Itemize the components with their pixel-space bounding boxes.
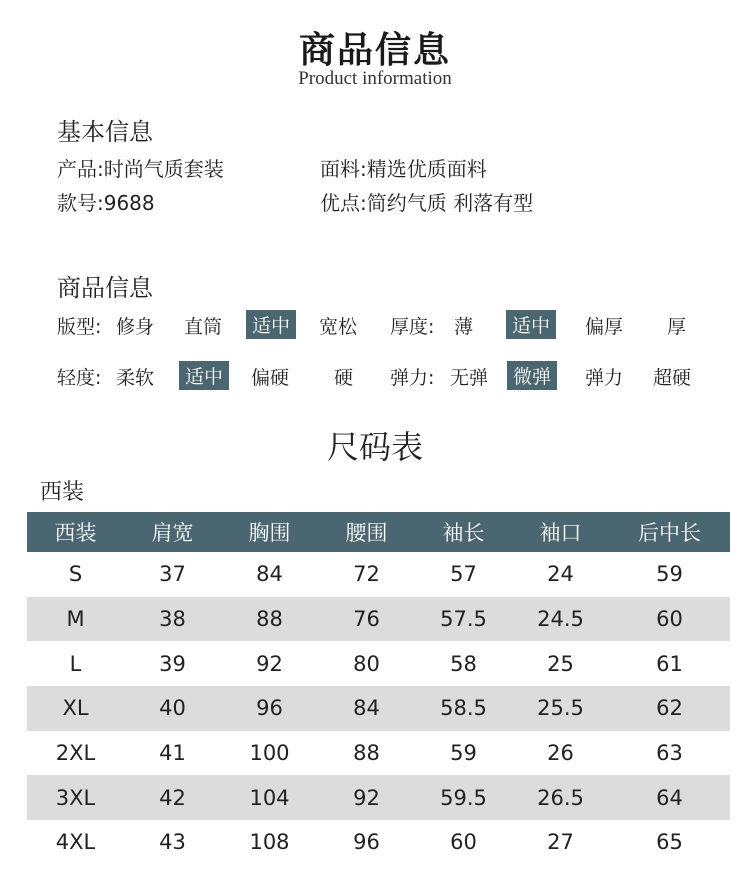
table-cell: XL xyxy=(27,686,124,731)
table-cell: 42 xyxy=(124,775,221,820)
table-cell: 59 xyxy=(450,741,477,766)
softness-option: 硬 xyxy=(334,367,354,389)
fit-option-selected: 适中 xyxy=(246,310,296,339)
table-cell: 84 xyxy=(256,562,283,587)
size-chart-title: 尺码表 xyxy=(326,428,423,466)
thickness-option: 厚 xyxy=(667,316,687,338)
table-cell: 4XL xyxy=(55,830,96,855)
product-name: 产品:时尚气质套装 xyxy=(57,157,224,181)
table-cell: 92 xyxy=(318,775,415,820)
table-header-row xyxy=(27,512,730,552)
table-cell: 60 xyxy=(609,597,730,642)
thickness-option-selected: 适中 xyxy=(506,310,556,339)
table-row xyxy=(27,641,730,686)
table-row xyxy=(27,552,730,597)
header-cell: 胸围 xyxy=(221,512,318,552)
table-cell: 80 xyxy=(353,651,380,676)
table-cell: 92 xyxy=(256,651,283,676)
table-cell: 43 xyxy=(159,830,186,855)
size-chart-label: 西装 xyxy=(40,480,85,505)
table-cell: 61 xyxy=(656,651,683,676)
table-cell: S xyxy=(68,562,83,587)
table-cell: 59 xyxy=(656,562,683,587)
table-cell: L xyxy=(69,651,82,676)
elasticity-option-selected: 微弹 xyxy=(507,361,557,390)
basic-info-title: 基本信息 xyxy=(57,118,153,146)
softness-option: 柔软 xyxy=(116,367,155,389)
fit-option: 修身 xyxy=(116,316,155,338)
elasticity-option: 无弹 xyxy=(450,367,489,389)
fit-option: 直筒 xyxy=(184,316,223,338)
table-cell: 57 xyxy=(450,562,477,587)
table-cell: 64 xyxy=(609,775,730,820)
table-cell: 104 xyxy=(221,775,318,820)
table-cell: 40 xyxy=(124,686,221,731)
table-cell: 96 xyxy=(221,686,318,731)
table-cell: 84 xyxy=(318,686,415,731)
table-cell: M xyxy=(27,597,124,642)
table-cell: 96 xyxy=(353,830,380,855)
table-cell: 24.5 xyxy=(512,597,609,642)
style-number: 款号:9688 xyxy=(57,191,155,215)
table-cell: 2XL xyxy=(55,741,96,766)
table-cell: 58 xyxy=(450,651,477,676)
page-title: 商品信息 xyxy=(298,29,451,71)
table-cell: 59.5 xyxy=(415,775,512,820)
size-table xyxy=(27,512,730,865)
thickness-option: 薄 xyxy=(454,316,474,338)
elasticity-option: 弹力 xyxy=(585,367,624,389)
table-cell: 27 xyxy=(547,830,574,855)
header-cell: 袖口 xyxy=(512,512,609,552)
softness-option: 偏硬 xyxy=(251,367,290,389)
table-cell: 60 xyxy=(450,830,477,855)
table-row xyxy=(27,686,730,731)
table-cell: 100 xyxy=(249,741,290,766)
table-cell: 62 xyxy=(609,686,730,731)
table-cell: 88 xyxy=(221,597,318,642)
elasticity-label: 弹力: xyxy=(390,367,435,389)
advantage-info: 优点:简约气质 利落有型 xyxy=(320,191,534,215)
table-cell: 37 xyxy=(159,562,186,587)
product-info-title: 商品信息 xyxy=(57,274,153,302)
table-cell: 25 xyxy=(547,651,574,676)
table-cell: 65 xyxy=(656,830,683,855)
table-cell: 57.5 xyxy=(415,597,512,642)
table-cell: 108 xyxy=(249,830,290,855)
table-cell: 88 xyxy=(353,741,380,766)
table-cell: 26 xyxy=(547,741,574,766)
table-cell: 38 xyxy=(124,597,221,642)
table-row xyxy=(27,775,730,820)
header-cell: 袖长 xyxy=(415,512,512,552)
thickness-label: 厚度: xyxy=(390,316,435,338)
fit-label: 版型: xyxy=(57,316,102,338)
table-cell: 72 xyxy=(353,562,380,587)
softness-label: 轻度: xyxy=(57,367,102,389)
table-row xyxy=(27,597,730,642)
fit-option: 宽松 xyxy=(319,316,358,338)
header-cell: 西装 xyxy=(27,512,124,552)
table-cell: 63 xyxy=(656,741,683,766)
table-cell: 58.5 xyxy=(415,686,512,731)
thickness-option: 偏厚 xyxy=(585,316,624,338)
table-cell: 3XL xyxy=(27,775,124,820)
table-cell: 24 xyxy=(547,562,574,587)
table-cell: 26.5 xyxy=(512,775,609,820)
table-cell: 41 xyxy=(159,741,186,766)
table-cell: 76 xyxy=(318,597,415,642)
table-row xyxy=(27,731,730,776)
fabric-info: 面料:精选优质面料 xyxy=(320,157,487,181)
table-cell: 39 xyxy=(159,651,186,676)
header-cell: 后中长 xyxy=(609,512,730,552)
table-cell: 25.5 xyxy=(512,686,609,731)
header-cell: 腰围 xyxy=(318,512,415,552)
page-subtitle: Product information xyxy=(298,68,452,89)
elasticity-option: 超硬 xyxy=(653,367,692,389)
table-row xyxy=(27,820,730,865)
softness-option-selected: 适中 xyxy=(179,361,229,390)
header-cell: 肩宽 xyxy=(124,512,221,552)
